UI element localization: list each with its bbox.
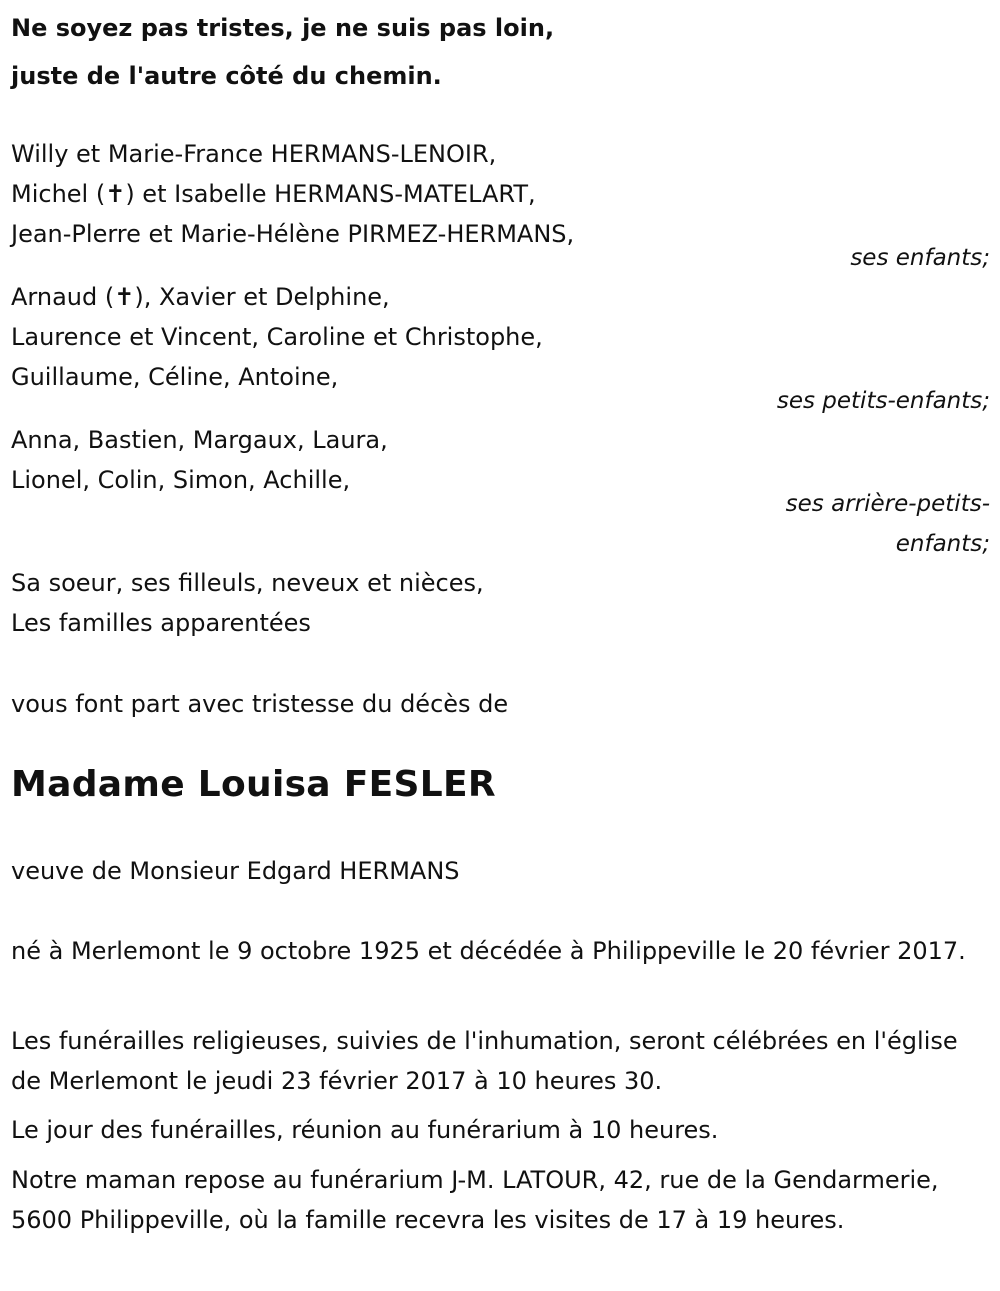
children-list (11, 134, 574, 254)
children-line: Willy et Marie-France HERMANS-LENOIR, (11, 140, 497, 168)
meeting-paragraph: Le jour des funérailles, réunion au funérarium à 10 heures. (11, 1116, 719, 1144)
grandchildren-line: Arnaud (✝), Xavier et Delphine, (11, 283, 390, 311)
children-line: Michel (✝) et Isabelle HERMANS-MATELART, (11, 180, 536, 208)
others-list (11, 563, 484, 643)
announcement (11, 684, 508, 724)
grandchildren-line: Laurence et Vincent, Caroline et Christophe, (11, 323, 543, 351)
epigraph (11, 4, 554, 100)
others-line: Les familles apparentées (11, 609, 311, 637)
role-great-grandchildren (786, 484, 990, 564)
great-grandchildren-line: Anna, Bastien, Margaux, Laura, (11, 426, 388, 454)
spouse-line (11, 851, 460, 891)
role-great-grandchildren-line-1: ses arrière-petits- (785, 491, 990, 517)
great-grandchildren-list (11, 420, 388, 500)
role-children: ses enfants; (850, 245, 990, 271)
great-grandchildren-line: Lionel, Colin, Simon, Achille, (11, 466, 351, 494)
grandchildren-list (11, 277, 543, 397)
others-line: Sa soeur, ses filleuls, neveux et nièces, (11, 569, 484, 597)
deceased-name: Madame Louisa FESLER (11, 764, 496, 805)
birth-death-paragraph: né à Merlemont le 9 octobre 1925 et décédée à Philippeville le 20 février 2017. (11, 937, 966, 965)
funeral-paragraph: Les funérailles religieuses, suivies de l'inhumation, seront célébrées en l'église de Merlemont le jeudi 23 février 2017 à 10 heures 30. (11, 1027, 958, 1095)
grandchildren-line: Guillaume, Céline, Antoine, (11, 363, 339, 391)
epigraph-line-2: juste de l'autre côté du chemin. (11, 62, 442, 90)
children-line: Jean-Plerre et Marie-Hélène PIRMEZ-HERMANS, (11, 220, 575, 248)
announcement-text: vous font part avec tristesse du décès de (11, 690, 509, 718)
role-grandchildren: ses petits-enfants; (776, 388, 990, 414)
role-great-grandchildren-line-2: enfants; (895, 531, 990, 557)
visitation-paragraph: Notre maman repose au funérarium J-M. LATOUR, 42, rue de la Gendarmerie, 5600 Philippeville, où la famille recevra les visites de 17 à 19 heures. (11, 1166, 939, 1234)
epigraph-line-1: Ne soyez pas tristes, je ne suis pas loin, (11, 14, 555, 42)
spouse-text: veuve de Monsieur Edgard HERMANS (11, 857, 460, 885)
